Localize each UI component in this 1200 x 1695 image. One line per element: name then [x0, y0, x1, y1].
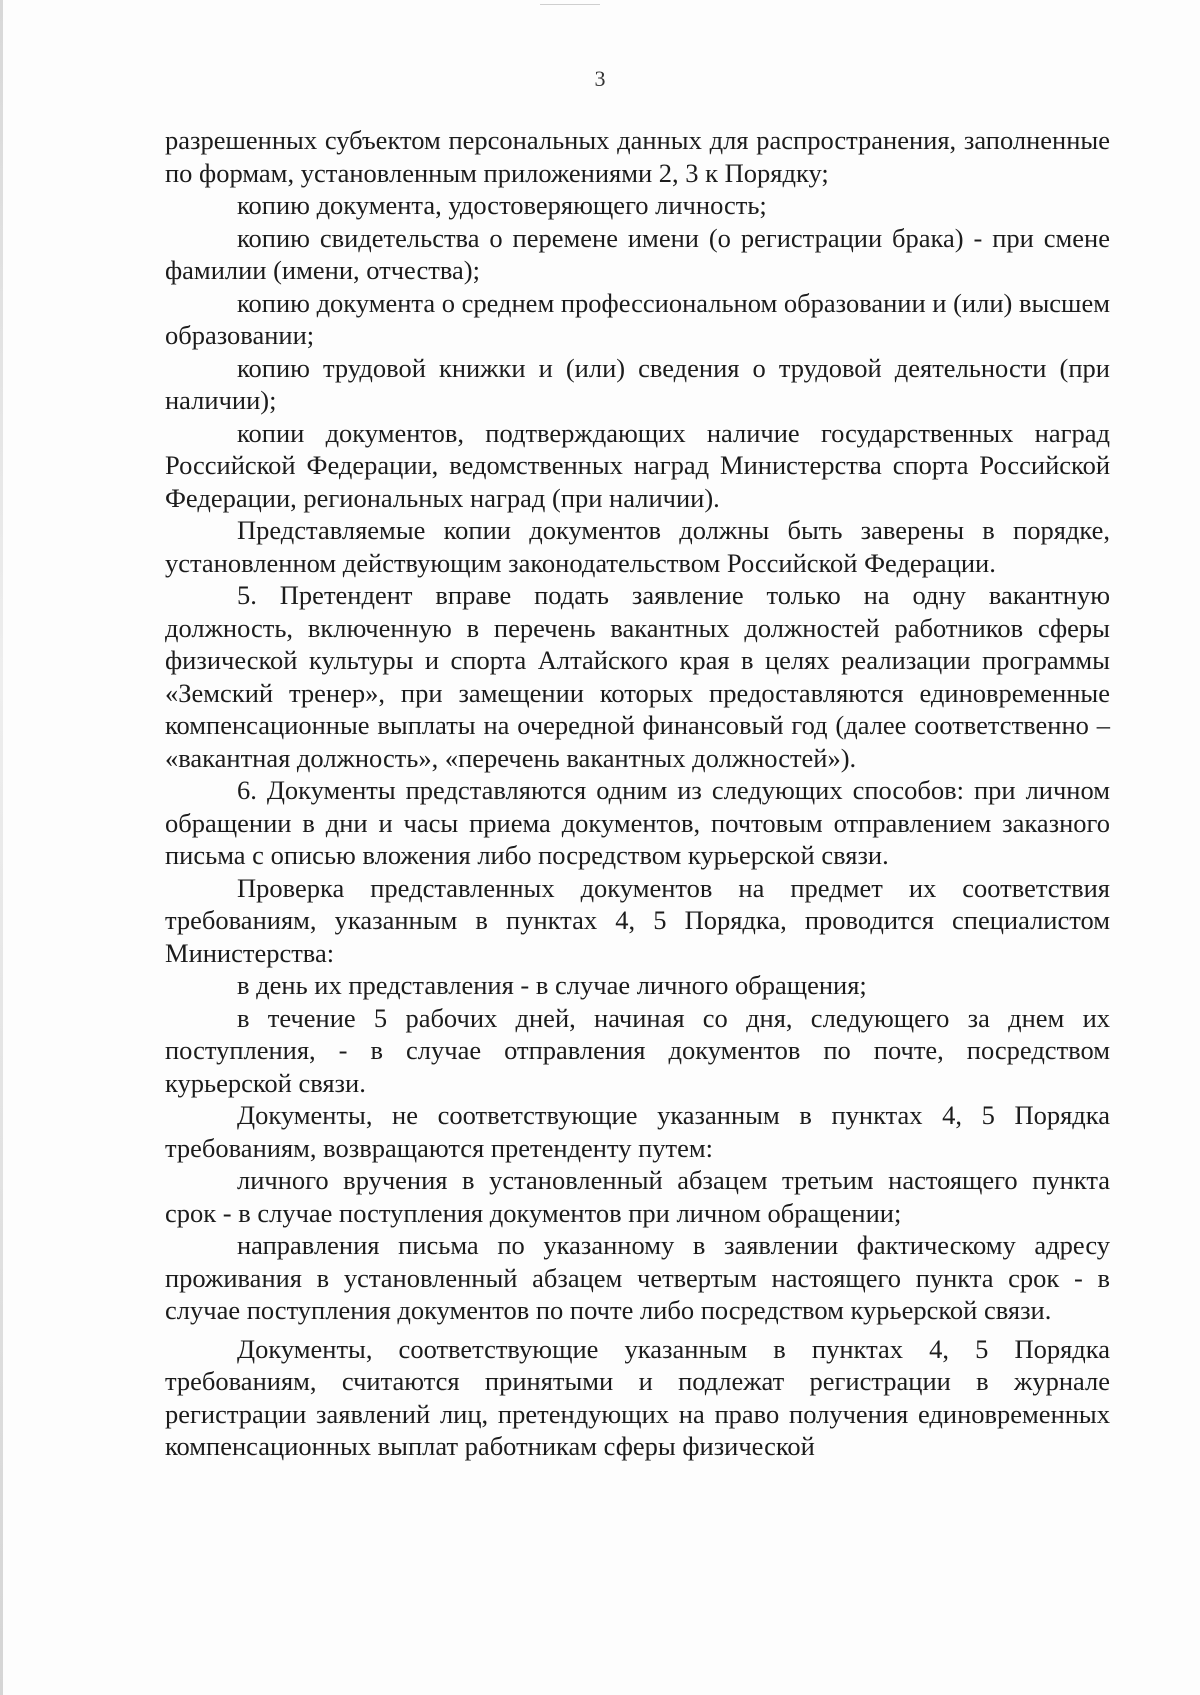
paragraph-10: Проверка представленных документов на предмет их соответствия требованиям, указанным в пунктах 4, 5 Порядка, проводится специалистом Министерства: — [165, 872, 1110, 968]
paragraph-15: направления письма по указанному в заявлении фактическому адресу проживания в установленный абзацем четвертым настоящего пункта срок - в случае поступления документов по почте либо посредством курьерской связи. — [165, 1230, 1110, 1325]
paragraph-4: копию документа о среднем профессиональном образовании и (или) высшем образовании; — [165, 287, 1110, 350]
scan-mark-top — [540, 4, 600, 5]
page-number: 3 — [594, 66, 606, 91]
paragraph-8: 5. Претендент вправе подать заявление только на одну вакантную должность, включенную в перечень вакантных должностей работников сферы физической культуры и спорта Алтайского края в целях реализации программы «Земский тренер», при замещении которых предоставляются единовременные компенсационные выплаты на очередной финансовый год (далее соответственно – «вакантная должность», «перечень вакантных должностей»). — [165, 580, 1110, 773]
paragraph-3: копию свидетельства о перемене имени (о регистрации брака) - при смене фамилии (имени, отчества); — [165, 222, 1110, 285]
paragraph-7: Представляемые копии документов должны быть заверены в порядке, установленном действующим законодательством Российской Федерации. — [165, 515, 1110, 578]
paragraph-2: копию документа, удостоверяющего личность; — [237, 190, 767, 220]
document-body — [165, 124, 1110, 1463]
paragraph-16: Документы, соответствующие указанным в пунктах 4, 5 Порядка требованиям, считаются принятыми и подлежат регистрации в журнале регистрации заявлений лиц, претендующих на право получения единовременных компенсационных выплат работникам сферы физической — [165, 1333, 1110, 1461]
paragraph-9: 6. Документы представляются одним из следующих способов: при личном обращении в дни и часы приема документов, почтовым отправлением заказного письма с описью вложения либо посредством курьерской связи. — [165, 775, 1110, 870]
paragraph-5: копию трудовой книжки и (или) сведения о трудовой деятельности (при наличии); — [165, 352, 1110, 415]
paragraph-13: Документы, не соответствующие указанным в пунктах 4, 5 Порядка требованиям, возвращаются претенденту путем: — [165, 1100, 1110, 1163]
paragraph-6: копии документов, подтверждающих наличие государственных наград Российской Федерации, ведомственных наград Министерства спорта Российской Федерации, региональных наград (при наличии). — [165, 417, 1110, 513]
paragraph-11: в день их представления - в случае личного обращения; — [237, 970, 867, 1000]
paragraph-1: разрешенных субъектом персональных данных для распространения, заполненные по формам, установленным приложениями 2, 3 к Порядку; — [165, 125, 1110, 188]
scan-edge — [0, 0, 3, 1695]
paragraph-14: личного вручения в установленный абзацем третьим настоящего пункта срок - в случае поступления документов при личном обращении; — [165, 1165, 1110, 1228]
paragraph-12: в течение 5 рабочих дней, начиная со дня, следующего за днем их поступления, - в случае отправления документов по почте, посредством курьерской связи. — [165, 1002, 1110, 1098]
